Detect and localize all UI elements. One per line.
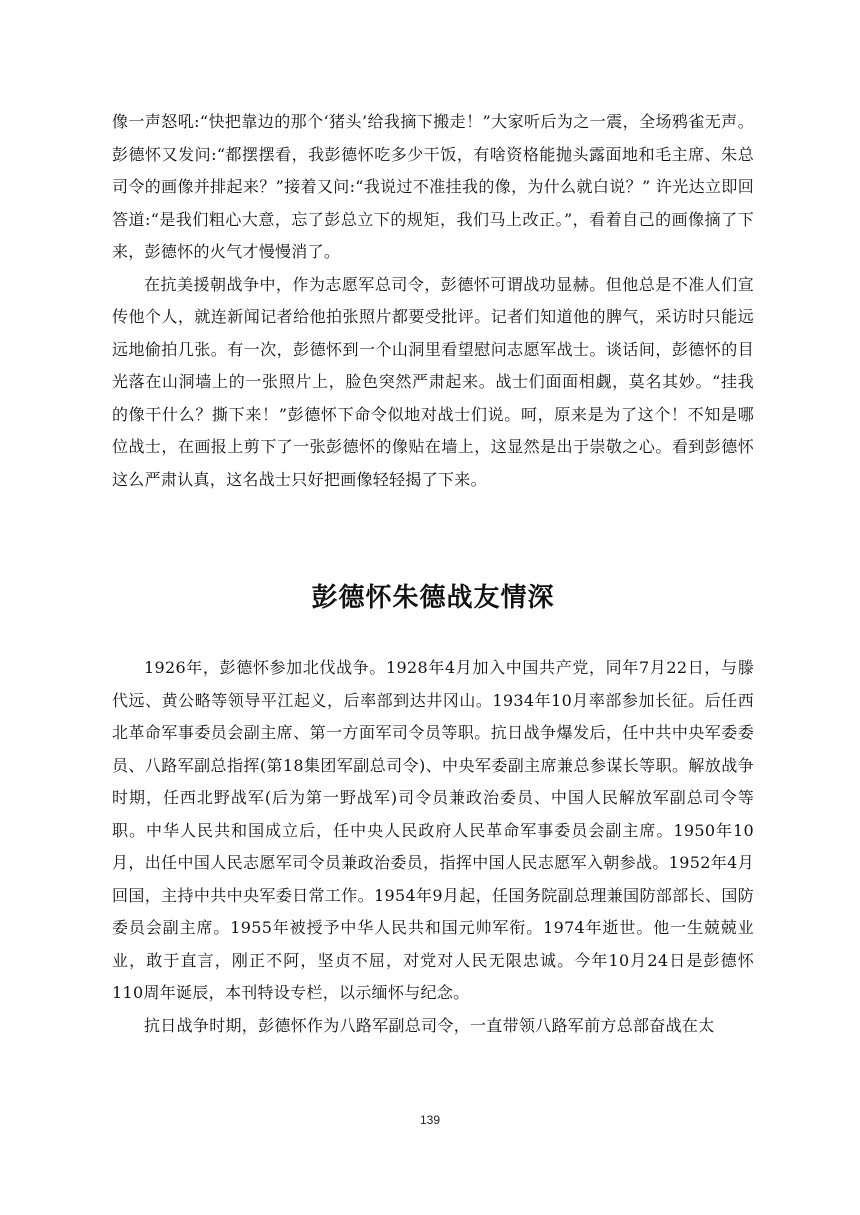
paragraph-biography: 1926年，彭德怀参加北伐战争。1928年4月加入中国共产党，同年7月22日，与滕代远、黄公略等领导平江起义，后率部到达井冈山。1934年10月率部参加长征。后任西北革命军事委员会副主席、第一方面军司令员等职。抗日战争爆发后，任中共中央军委委员、八路军副总指挥(第18集团军副总司令)、中央军委副主席兼总参谋长等职。解放战争时期，任西北野战军(后为第一野战军)司令员兼政治委员、中国人民解放军副总司令等职。中华人民共和国成立后，任中央人民政府人民革命军事委员会副主席。1950年10月，出任中国人民志愿军司令员兼政治委员，指挥中国人民志愿军入朝参战。1952年4月回国，主持中共中央军委日常工作。1954年9月起，任国务院副总理兼国防部部长、国防委员会副主席。1955年被授予中华人民共和国元帅军衔。1974年逝世。他一生兢兢业业，敢于直言，刚正不阿，坚贞不屈，对党对人民无限忠诚。今年10月24日是彭德怀110周年诞辰，本刊特设专栏，以示缅怀与纪念。 bbox=[112, 658, 754, 1002]
body-text-bottom bbox=[112, 652, 754, 1042]
paragraph-anti-japanese-war: 抗日战争时期，彭德怀作为八路军副总司令，一直带领八路军前方总部奋战在太 bbox=[144, 1015, 715, 1035]
page-number: 139 bbox=[419, 1113, 441, 1127]
body-text-top bbox=[112, 106, 754, 496]
paragraph-continuation: 像一声怒吼:“快把靠边的那个‘猪头’给我摘下搬走！”大家听后为之一震，全场鸦雀无声。彭德怀又发问:“都摆摆看，我彭德怀吃多少干饭，有啥资格能抛头露面地和毛主席、朱总司令的画像并排起来？”接着又问:“我说过不准挂我的像，为什么就白说？” 许光达立即回答道:“是我们粗心大意，忘了彭总立下的规矩，我们马上改正。”，看着自己的画像摘了下来，彭德怀的火气才慢慢消了。 bbox=[112, 112, 754, 261]
paragraph-korean-war: 在抗美援朝战争中，作为志愿军总司令，彭德怀可谓战功显赫。但他总是不准人们宣传他个人，就连新闻记者给他拍张照片都要受批评。记者们知道他的脾气，采访时只能远远地偷拍几张。有一次，彭德怀到一个山洞里看望慰问志愿军战士。谈话间，彭德怀的目光落在山洞墙上的一张照片上，脸色突然严肃起来。战士们面面相觑，莫名其妙。“挂我的像干什么？撕下来！”彭德怀下命令似地对战士们说。呵，原来是为了这个！不知是哪位战士，在画报上剪下了一张彭德怀的像贴在墙上，这显然是出于崇敬之心。看到彭德怀这么严肃认真，这名战士只好把画像轻轻揭了下来。 bbox=[112, 274, 754, 489]
section-title: 彭德怀朱德战友情深 bbox=[311, 583, 555, 613]
